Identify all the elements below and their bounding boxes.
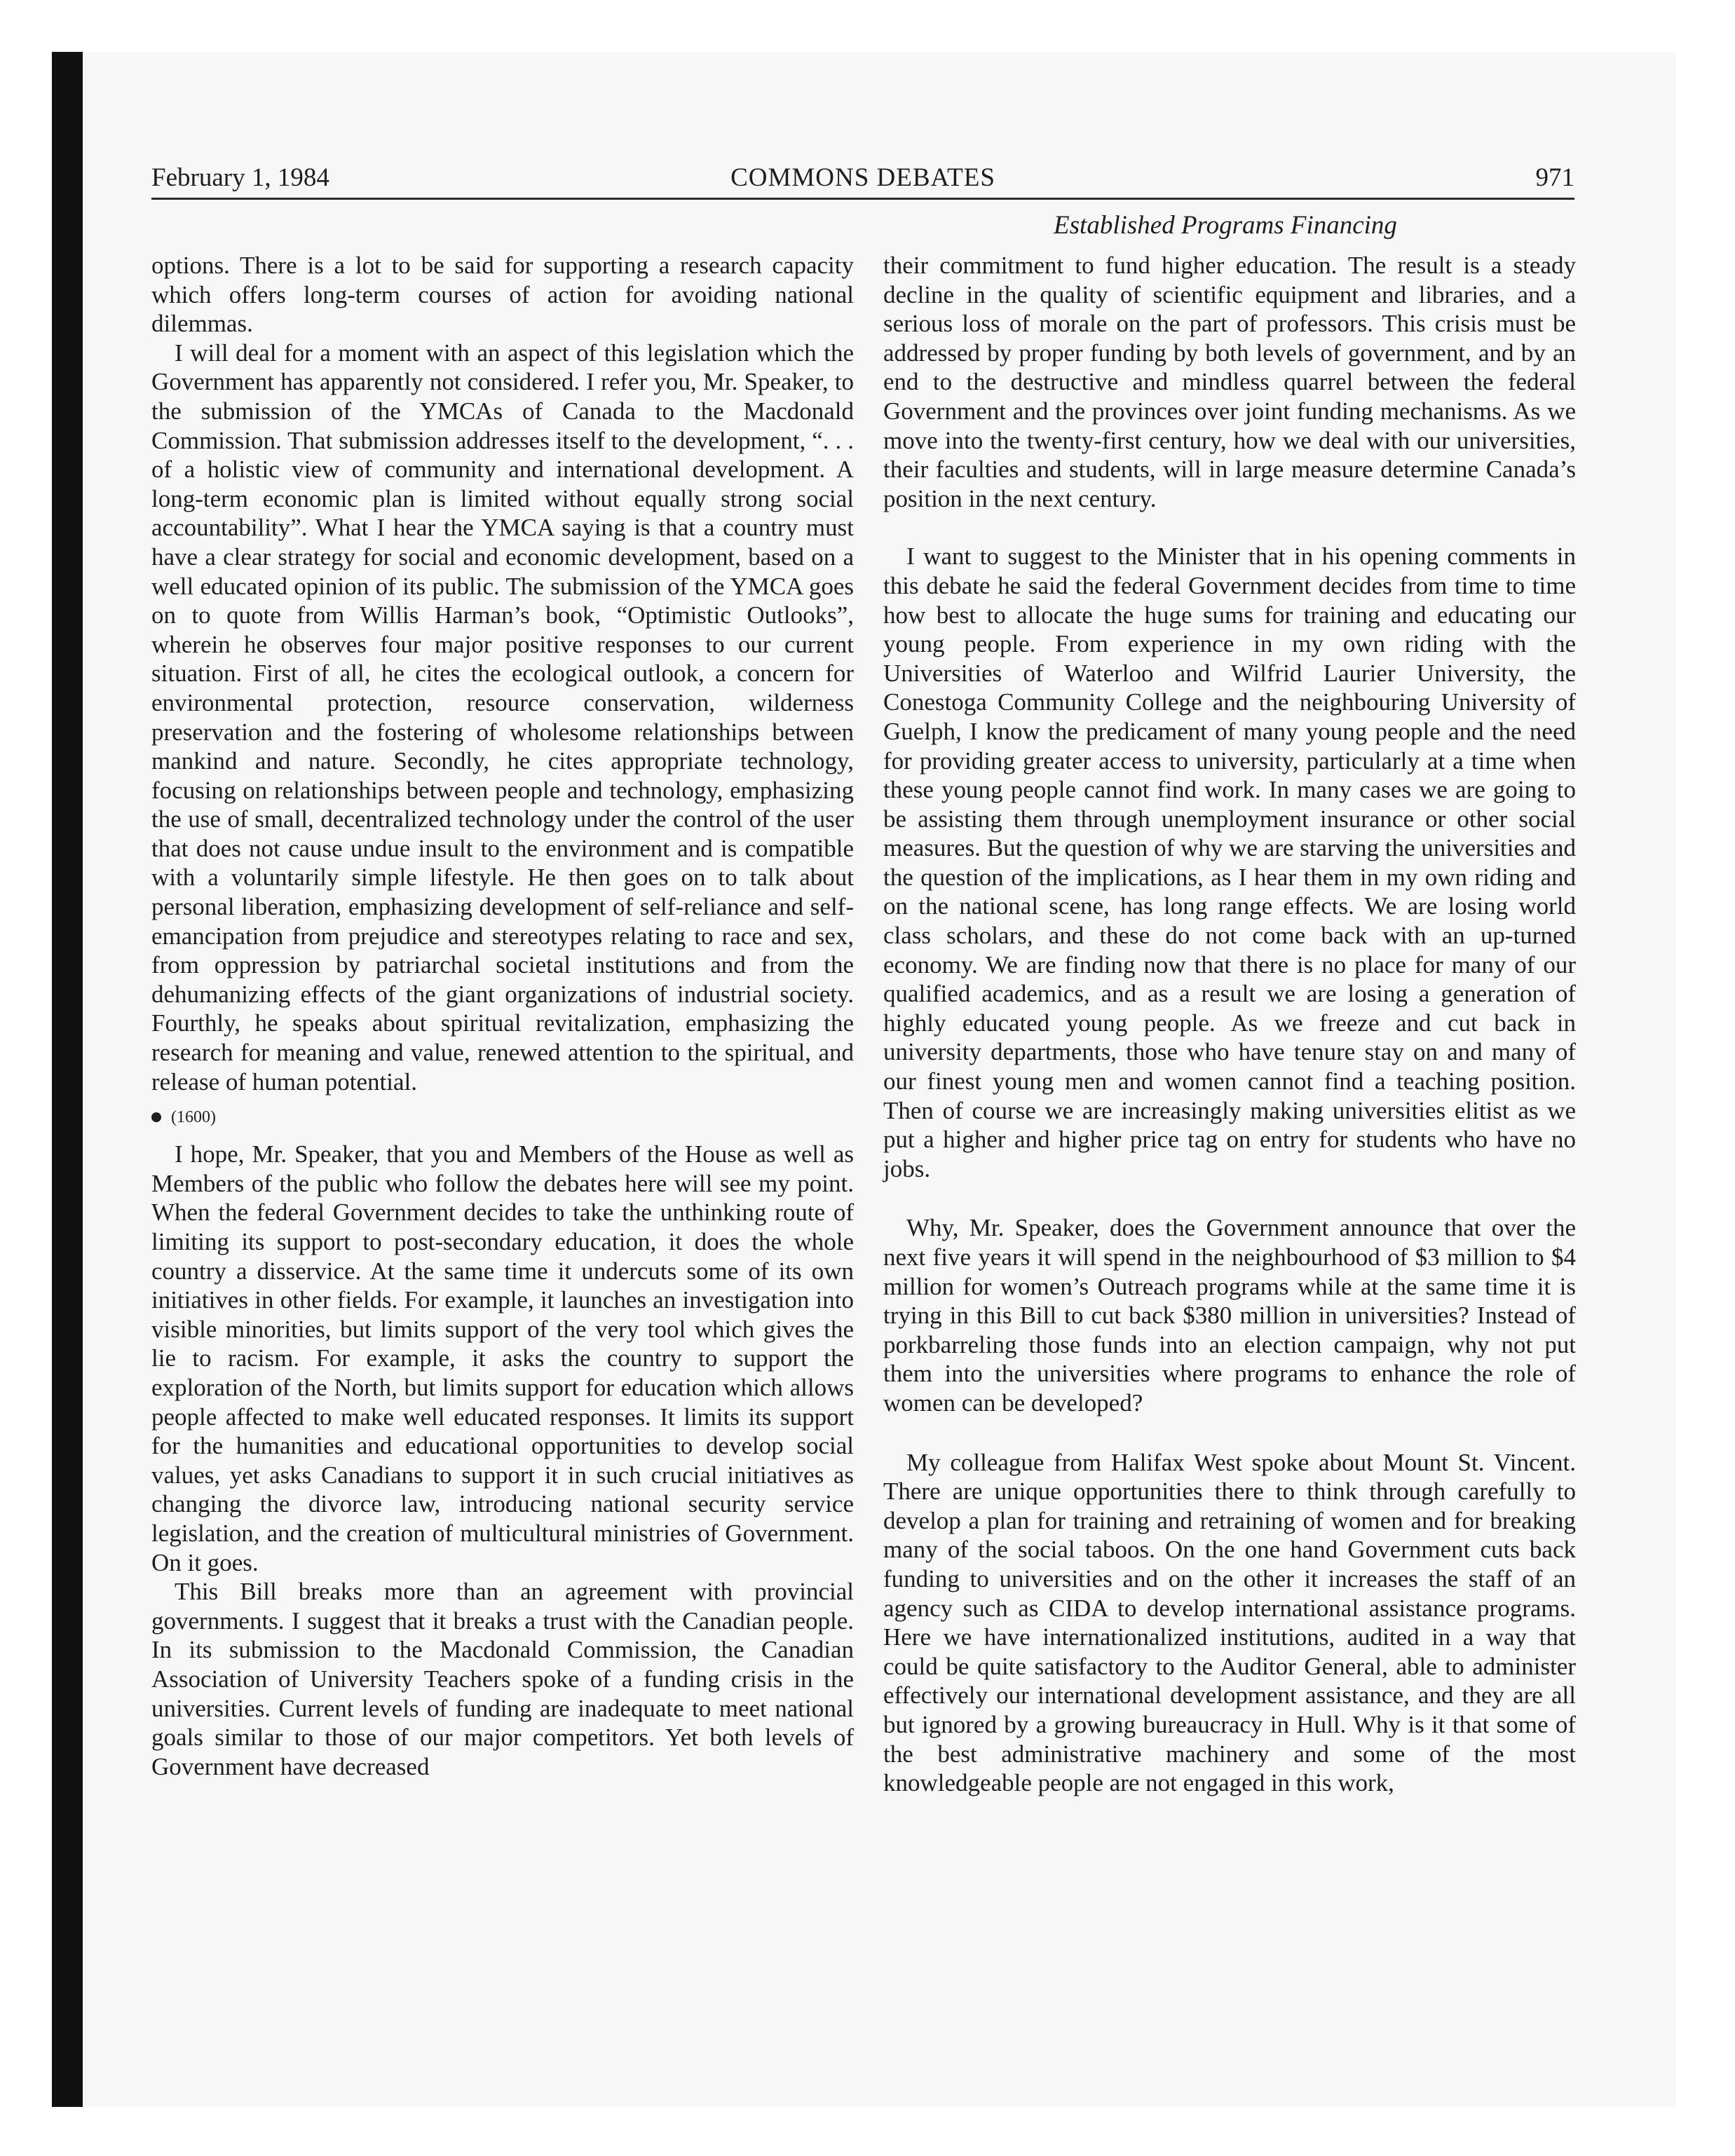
paragraph: I hope, Mr. Speaker, that you and Members of the House as well as Members of the public who follow the debates here will see my point. When the federal Government decides to take the unthinking route of limiting its support to post-secondary education, it does the whole country a disservice. At the same time it undercuts some of its own initiatives in other fields. For example, it launches an investigation into visible minorities, but limits support of the very tool which gives the lie to racism. For example, it asks the country to support the exploration of the North, but limits support for education which allows people affected to make well educated responses. It limits its support for the humanities and educational opportunities to develop social values, yet asks Canadians to support it in such crucial initiatives as changing the divorce law, introducing national security service legislation, and the creation of multicultural ministries of Government. On it goes. xyxy=(151,1140,854,1576)
header-journal-title: COMMONS DEBATES xyxy=(730,163,995,192)
paragraph: My colleague from Halifax West spoke about Mount St. Vincent. There are unique opportunities there to think through carefully to develop a plan for training and retraining of women and for breaking many of the social taboos. On the one hand Government cuts back funding to universities and on the other it increases the staff of an agency such as CIDA to develop international assistance programs. Here we have internationalized institutions, audited in a way that could be quite satisfactory to the Auditor General, able to administer effectively our international development assistance, and they are all but ignored by a growing bureaucracy in Hull. Why is it that some of the best administrative machinery and some of the most knowledgeable people are not engaged in this work, xyxy=(883,1448,1576,1797)
paragraph: I will deal for a moment with an aspect of this legislation which the Government has apparently not considered. I refer you, Mr. Speaker, to the submission of the YMCAs of Canada to the Macdonald Commission. That submission addresses itself to the development, “. . . of a holistic view of community and international development. A long-term economic plan is limited without equally strong social accountability”. What I hear the YMCA saying is that a country must have a clear strategy for social and economic development, based on a well educated opinion of its public. The submission of the YMCA goes on to quote from Willis Harman’s book, “Optimistic Outlooks”, wherein he observes four major positive responses to our current situation. First of all, he cites the ecological outlook, a concern for environmental protection, resource conservation, wilderness preservation and the fostering of wholesome relationships between mankind and nature. Secondly, he cites appropriate technology, focusing on relationships between people and technology, emphasizing the use of small, decentralized technology under the control of the user that does not cause undue insult to the environment and is compatible with a voluntarily simple lifestyle. He then goes on to talk about personal liberation, emphasizing development of self-reliance and self-emancipation from prejudice and stereotypes relating to race and sex, from oppression by patriarchal societal institutions and from the dehumanizing effects of the giant organizations of industrial society. Fourthly, he speaks about spiritual revitalization, emphasizing the research for meaning and value, renewed attention to the spiritual, and release of human potential. xyxy=(151,339,854,1096)
paragraph: This Bill breaks more than an agreement with provincial governments. I suggest that it breaks a trust with the Canadian people. In its submission to the Macdonald Commission, the Canadian Association of University Teachers spoke of a funding crisis in the universities. Current levels of funding are inadequate to meet national goals similar to those of our major competitors. Yet both levels of Government have decreased xyxy=(151,1578,854,1780)
paragraph: I want to suggest to the Minister that in his opening comments in this debate he said the federal Government decides from time to time how best to allocate the huge sums for training and educating our young people. From experience in my own riding with the Universities of Waterloo and Wilfrid Laurier University, the Conestoga Community College and the neighbouring University of Guelph, I know the predicament of many young people and the need for providing greater access to university, particularly at a time when these young people cannot find work. In many cases we are going to be assisting them through unemployment insurance or other social measures. But the question of why we are starving the universities and the question of the implications, as I hear them in my own riding and on the national scene, has long range effects. We are losing world class scholars, and these do not come back with an up-turned economy. We are finding now that there is no place for many of our qualified academics, and as a result we are losing a generation of highly educated young people. As we freeze and cut back in university departments, those who have tenure stay on and many of our finest young men and women cannot find a teaching position. Then of course we are increasingly making universities elitist as we put a higher and higher price tag on entry for students who have no jobs. xyxy=(883,543,1576,1182)
scan-edge-bar xyxy=(52,52,83,2107)
paragraph: options. There is a lot to be said for supporting a research capacity which offers long-term courses of action for avoiding national dilemmas. xyxy=(151,252,854,338)
left-column xyxy=(151,251,854,1781)
right-column xyxy=(883,251,1576,1798)
time-marker xyxy=(151,1103,854,1131)
header-page-number: 971 xyxy=(1535,163,1574,192)
bullet-icon xyxy=(151,1112,161,1122)
page-header xyxy=(151,158,1574,200)
header-date: February 1, 1984 xyxy=(151,163,329,192)
time-marker-label: (1600) xyxy=(171,1108,216,1127)
paragraph: their commitment to fund higher education. The result is a steady decline in the quality of scientific equipment and libraries, and a serious loss of morale on the part of professors. This crisis must be addressed by proper funding by both levels of government, and by an end to the destructive and mindless quarrel between the federal Government and the provinces over joint funding mechanisms. As we move into the twenty-first century, how we deal with our universities, their faculties and students, will in large measure determine Canada’s position in the next century. xyxy=(883,252,1576,512)
running-head: Established Programs Financing xyxy=(1054,211,1397,240)
paragraph: Why, Mr. Speaker, does the Government announce that over the next five years it will spend in the neighbourhood of $3 million to $4 million for women’s Outreach programs while at the same time it is trying in this Bill to cut back $380 million in universities? Instead of porkbarreling those funds into an election campaign, why not put them into the universities where programs to enhance the role of women can be developed? xyxy=(883,1214,1576,1417)
